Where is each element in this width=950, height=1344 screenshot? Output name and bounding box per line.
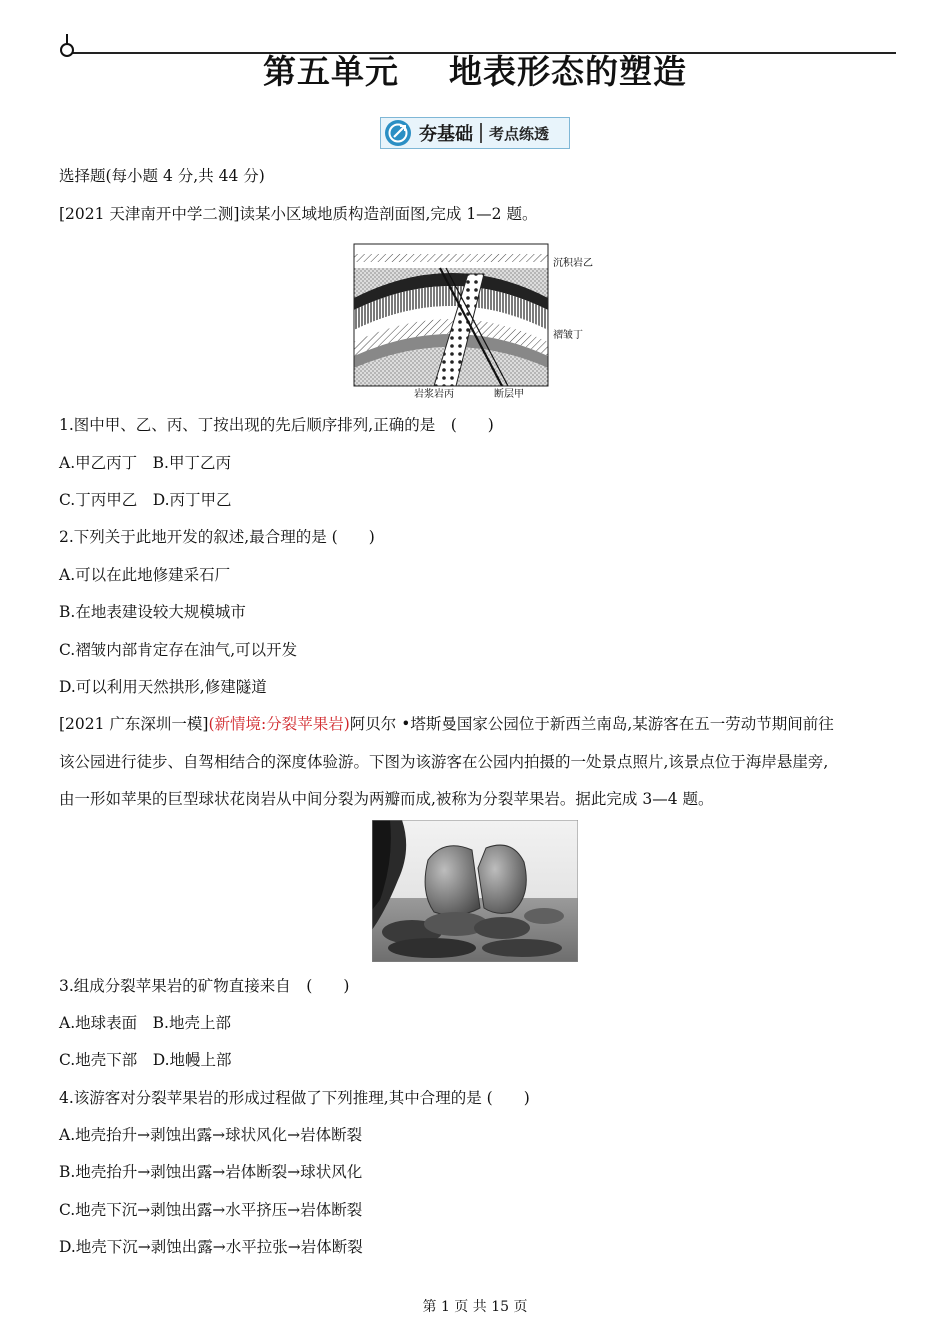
- group2-passage-line2: 该公园进行徒步、自驾相结合的深度体验游。下图为该游客在公园内拍摄的一处景点照片,该景点位于海岸悬崖旁,: [59, 753, 829, 771]
- question-option: A.可以在此地修建采石厂: [59, 566, 231, 584]
- question-option: A.地球表面 B.地壳上部: [59, 1014, 231, 1032]
- question-option: C.丁丙甲乙 D.丙丁甲乙: [59, 491, 232, 509]
- group2-passage-line3: 由一形如苹果的巨型球状花岗岩从中间分裂为两瓣而成,被称为分裂苹果岩。据此完成 3—4 题。: [59, 790, 714, 808]
- question-stem: 4.该游客对分裂苹果岩的形成过程做了下列推理,其中合理的是 ( ): [59, 1089, 530, 1107]
- question-option: A.地壳抬升→剥蚀出露→球状风化→岩体断裂: [59, 1126, 363, 1144]
- page-title: 第五单元 地表形态的塑造: [263, 52, 687, 91]
- question-option: A.甲乙丙丁 B.甲丁乙丙: [59, 454, 231, 472]
- label-magmatic-rock: 岩浆岩丙: [414, 389, 454, 400]
- question-option: C.褶皱内部肯定存在油气,可以开发: [59, 641, 298, 659]
- section-badge: [380, 117, 570, 149]
- group2-text: 阿贝尔 •塔斯曼国家公园位于新西兰南岛,某游客在五一劳动节期间前往: [349, 715, 834, 733]
- group1-source: [2021 天津南开中学二测]读某小区域地质构造剖面图,完成 1—2 题。: [59, 205, 538, 223]
- question-option: C.地壳下部 D.地幔上部: [59, 1051, 232, 1069]
- split-apple-rock-photo: [372, 820, 578, 962]
- question-option: C.地壳下沉→剥蚀出露→水平挤压→岩体断裂: [59, 1201, 363, 1219]
- question-option: D.地壳下沉→剥蚀出露→水平拉张→岩体断裂: [59, 1238, 363, 1256]
- question-stem: 2.下列关于此地开发的叙述,最合理的是 ( ): [59, 528, 375, 546]
- badge-divider: [480, 123, 482, 143]
- question-option: D.可以利用天然拱形,修建隧道: [59, 678, 267, 696]
- badge-main-label: 夯基础: [419, 124, 473, 145]
- question-stem: 3.组成分裂苹果岩的矿物直接来自 ( ): [59, 977, 350, 995]
- label-sedimentary-rock: 沉积岩乙: [553, 258, 593, 269]
- label-fold: 褶皱丁: [553, 330, 583, 341]
- target-icon: [383, 118, 413, 148]
- page-number: 第 1 页 共 15 页: [422, 1299, 528, 1315]
- badge-sub-label: 考点练透: [489, 124, 550, 143]
- section-intro: 选择题(每小题 4 分,共 44 分): [59, 167, 265, 185]
- question-stem: 1.图中甲、乙、丙、丁按出现的先后顺序排列,正确的是 ( ): [59, 416, 494, 434]
- question-option: B.在地表建设较大规模城市: [59, 603, 246, 621]
- group2-passage-line1: [59, 714, 834, 734]
- geologic-cross-section-figure: [352, 238, 598, 400]
- label-fault: 断层甲: [494, 389, 524, 400]
- question-option: B.地壳抬升→剥蚀出露→岩体断裂→球状风化: [59, 1163, 363, 1181]
- group2-source: [2021 广东深圳一模]: [59, 715, 209, 733]
- new-context-tag: (新情境:分裂苹果岩): [208, 715, 350, 733]
